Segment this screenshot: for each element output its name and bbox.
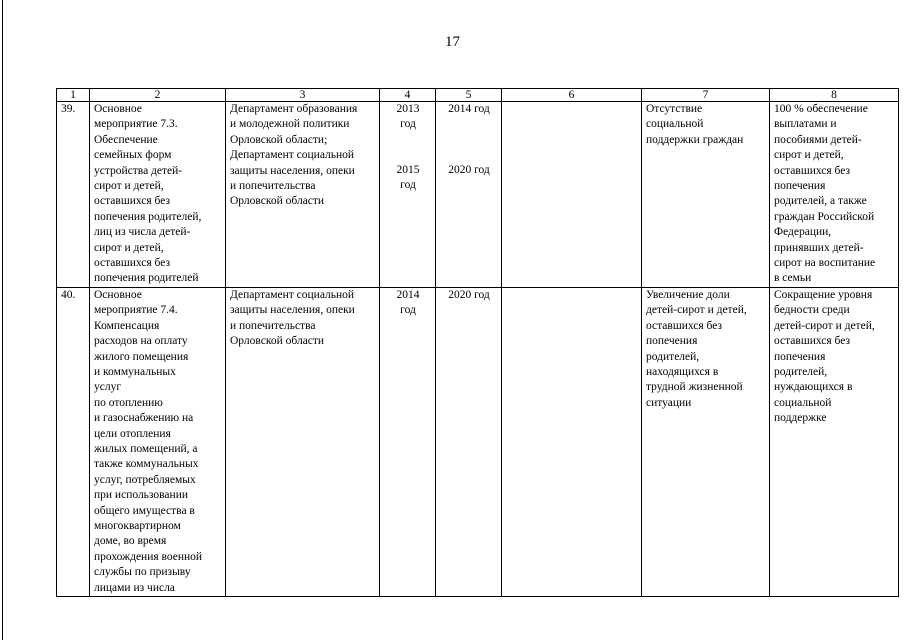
start-date-cell: 2014 год	[380, 287, 436, 596]
row-number: 39.	[57, 102, 90, 288]
consequences-cell: Увеличение доли детей-сирот и детей, оставшихся без попечения родителей, находящихся в трудной жизненной ситуации	[642, 287, 770, 596]
column-header: 6	[502, 89, 642, 102]
relation-cell: Сокращение уровня бедности среди детей-сирот и детей, оставшихся без попечения родителей, нуждающихся в социальной поддержке	[770, 287, 899, 596]
event-cell: Основное мероприятие 7.4. Компенсация расходов на оплату жилого помещения и коммунальных услуг по отоплению и газоснабжению на цели отопления жилых помещений, а также коммунальных услуг, потребляемых при использовании общего имущества в многоквартирном доме, во время прохождения военной службы по призыву лицами из числа	[90, 287, 226, 596]
empty-cell	[502, 102, 642, 288]
table-row	[57, 102, 899, 288]
executor-cell: Департамент социальной защиты населения, опеки и попечительства Орловской области	[226, 287, 380, 596]
consequences-cell: Отсутствие социальной поддержки граждан	[642, 102, 770, 288]
column-header: 4	[380, 89, 436, 102]
relation-cell: 100 % обеспечение выплатами и пособиями детей- сирот и детей, оставшихся без попечения родителей, а также граждан Российской Федерации, принявших детей- сирот на воспитание в семьи	[770, 102, 899, 288]
row-number: 40.	[57, 287, 90, 596]
end-date-cell: 2014 год 2020 год	[436, 102, 502, 288]
empty-cell	[502, 287, 642, 596]
start-date-cell: 2013 год 2015 год	[380, 102, 436, 288]
program-table	[56, 88, 899, 597]
column-header: 7	[642, 89, 770, 102]
table-row	[57, 287, 899, 596]
page-left-border	[2, 0, 3, 640]
end-date-cell: 2020 год	[436, 287, 502, 596]
column-header: 2	[90, 89, 226, 102]
column-header: 3	[226, 89, 380, 102]
page-number: 17	[445, 34, 460, 50]
column-header: 5	[436, 89, 502, 102]
column-header: 8	[770, 89, 899, 102]
table-header-row	[57, 89, 899, 102]
executor-cell: Департамент образования и молодежной политики Орловской области; Департамент социальной защиты населения, опеки и попечительства Орловской области	[226, 102, 380, 288]
event-cell: Основное мероприятие 7.3. Обеспечение семейных форм устройства детей- сирот и детей, оставшихся без попечения родителей, лиц из числа детей- сирот и детей, оставшихся без попечения родителей	[90, 102, 226, 288]
column-header: 1	[57, 89, 90, 102]
